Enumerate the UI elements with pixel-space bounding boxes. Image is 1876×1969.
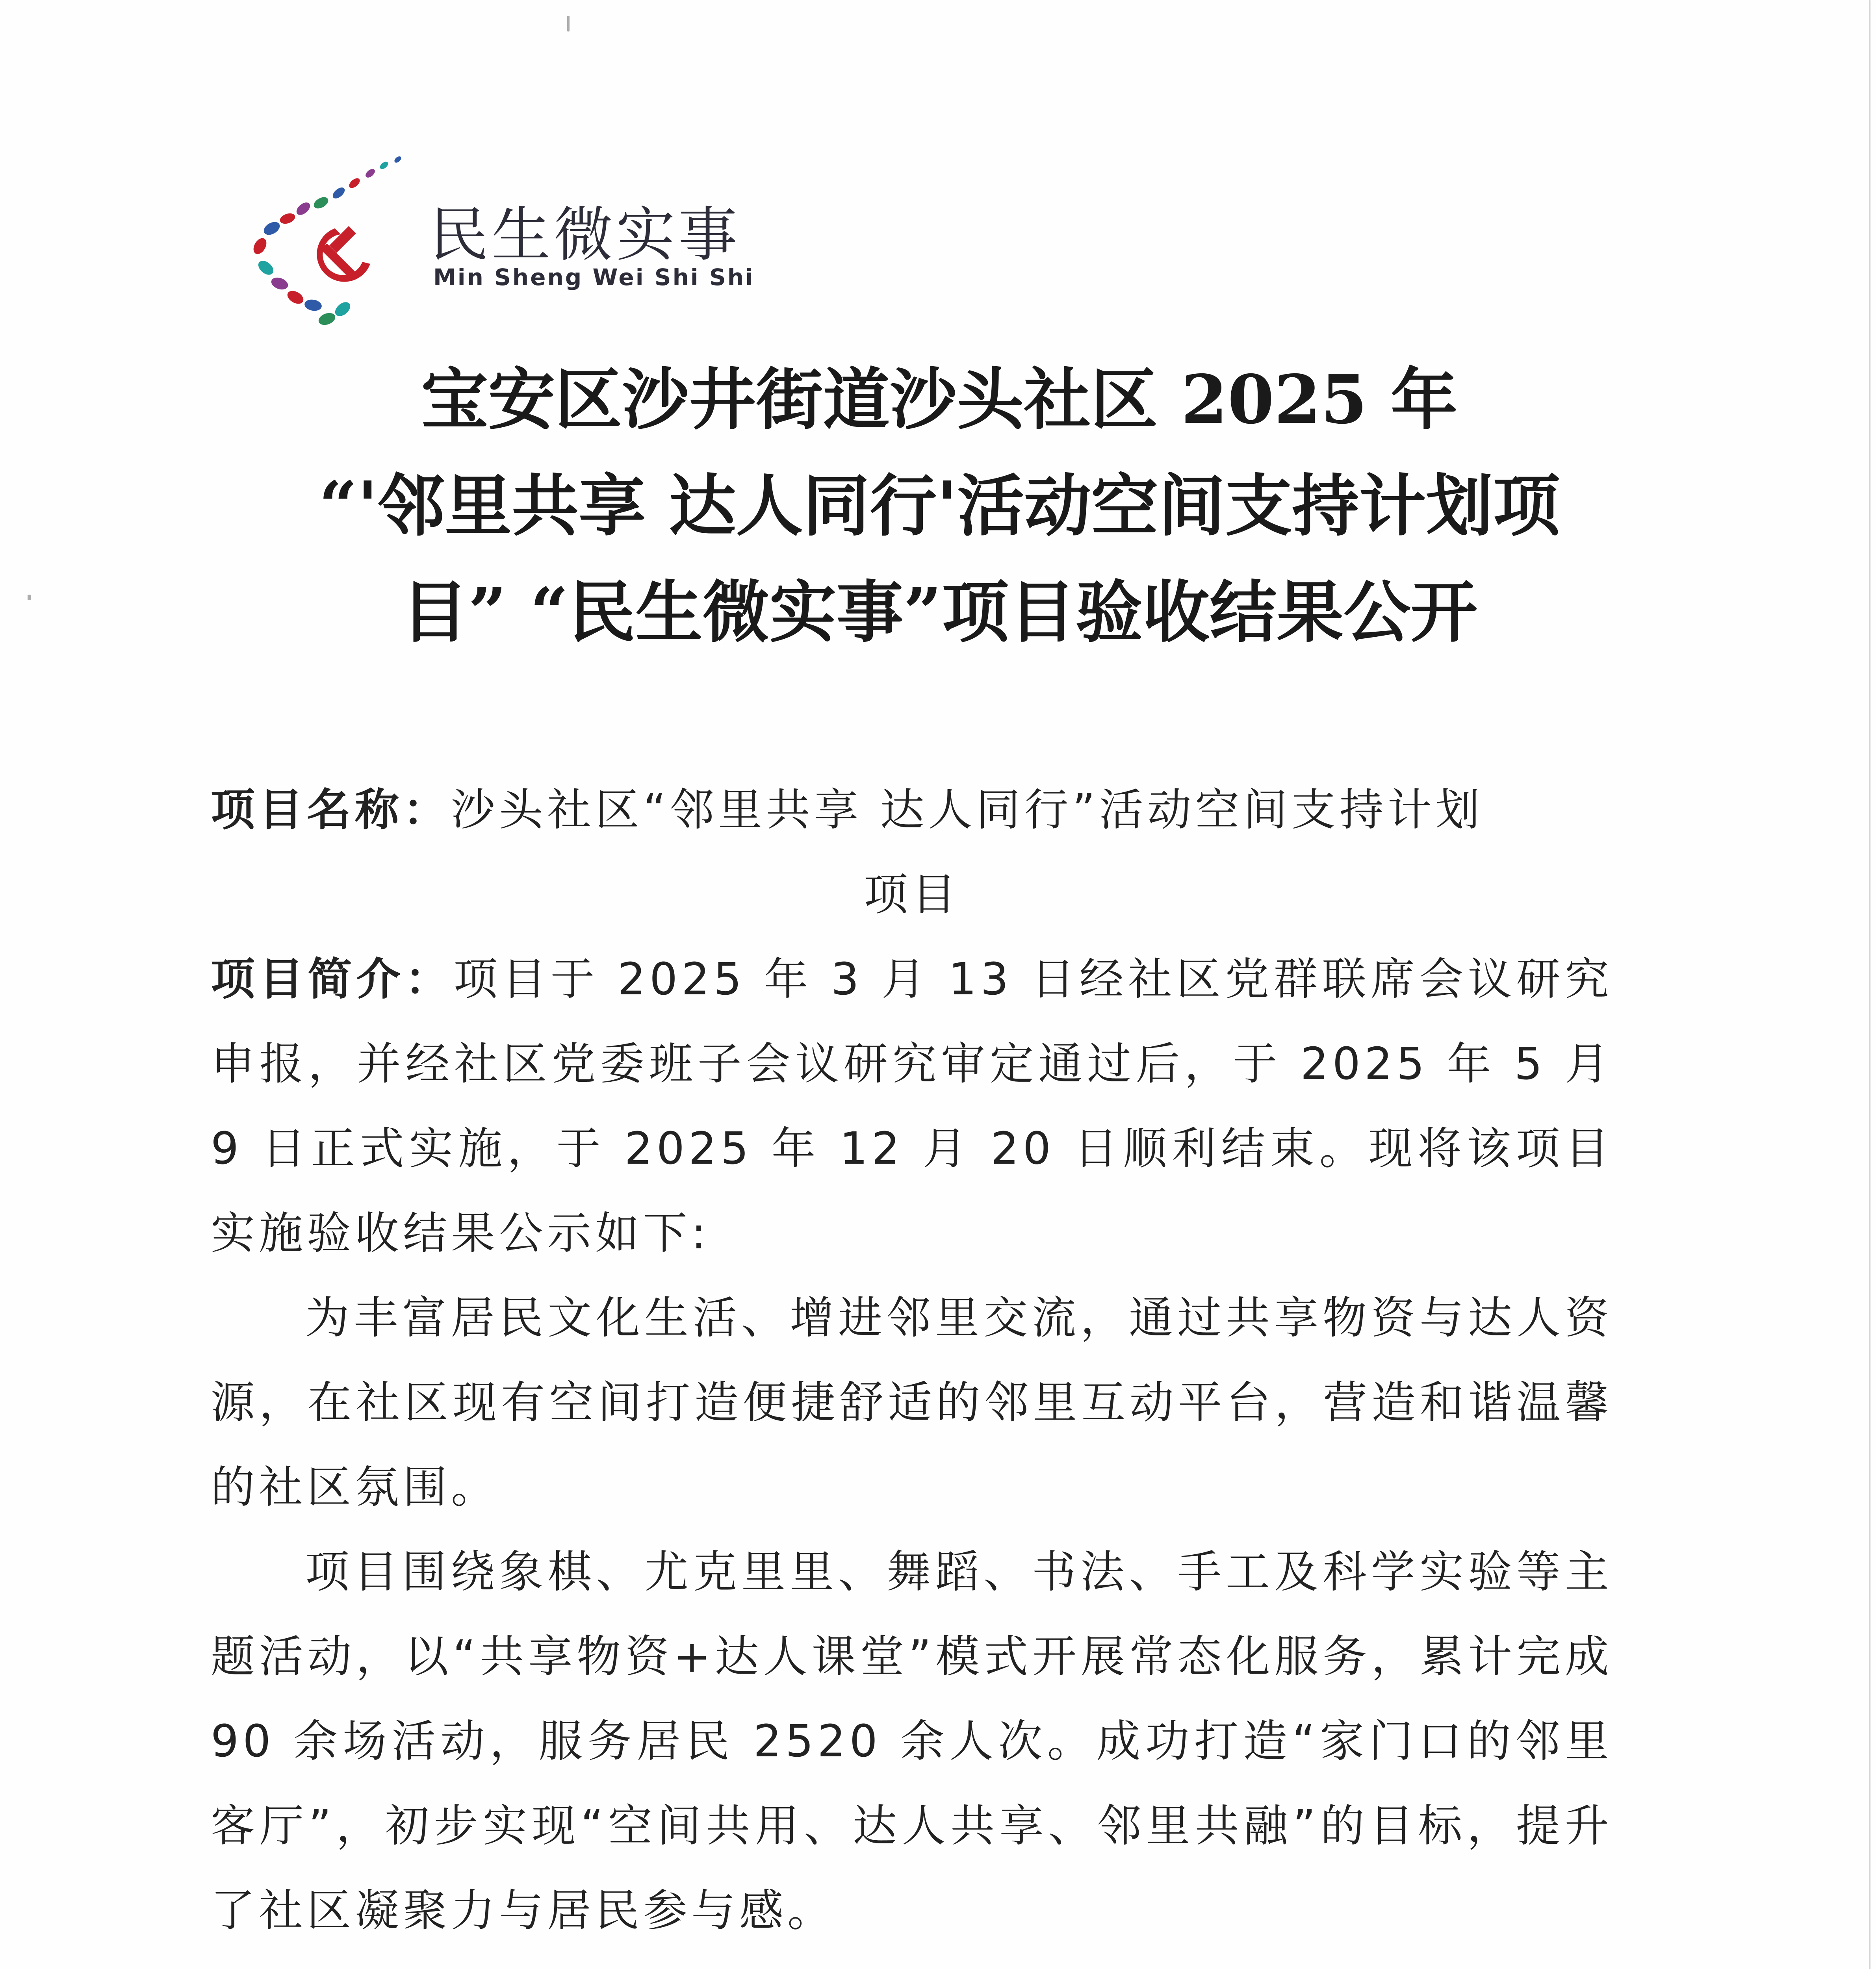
project-name-line	[211, 768, 1613, 853]
project-name-label: 项目名称：	[211, 784, 451, 836]
scan-speck	[567, 16, 570, 32]
paragraph-results: 项目围绕象棋、尤克里里、舞蹈、书法、手工及科学实验等主题活动，以“共享物资+达人课堂”模式开展常态化服务，累计完成 90 余场活动，服务居民 2520 余人次。成功打造“家门口的邻里客厅”，初步实现“空间共用、达人共享、邻里共融”的目标，提升了社区凝聚力与居民参与感。	[211, 1546, 1613, 1936]
document-title	[221, 347, 1658, 666]
project-intro	[211, 937, 1613, 1276]
logo	[244, 150, 764, 331]
logo-subtitle: Min Sheng Wei Shi Shi	[433, 264, 755, 291]
project-name-value: 沙头社区“邻里共享 达人同行”活动空间支持计划	[451, 784, 1484, 836]
min-sheng-wei-shi-shi-logo-icon	[244, 150, 410, 331]
paragraph-purpose: 为丰富居民文化生活、增进邻里交流，通过共享物资与达人资源，在社区现有空间打造便捷舒适的邻里互动平台，营造和谐温馨的社区氛围。	[211, 1292, 1613, 1513]
scan-edge-line	[1869, 0, 1870, 1969]
title-line-2: “'邻里共享 达人同行'活动空间支持计划项	[319, 467, 1560, 545]
document-body	[211, 768, 1613, 1953]
title-line-1: 宝安区沙井街道沙头社区 2025 年	[421, 360, 1458, 439]
project-intro-label: 项目简介：	[211, 954, 454, 1005]
project-name-continuation: 项目	[864, 869, 960, 920]
logo-title: 民生微实事	[429, 201, 741, 269]
title-line-3: 目” “民生微实事”项目验收结果公开	[401, 573, 1478, 652]
scan-speck	[28, 595, 31, 600]
project-intro-text: 项目于 2025 年 3 月 13 日经社区党群联席会议研究申报，并经社区党委班子会议研究审定通过后，于 2025 年 5 月 9 日正式实施，于 2025 年 12 月 20 日顺利结束。现将该项目实施验收结果公示如下:	[211, 954, 1613, 1259]
